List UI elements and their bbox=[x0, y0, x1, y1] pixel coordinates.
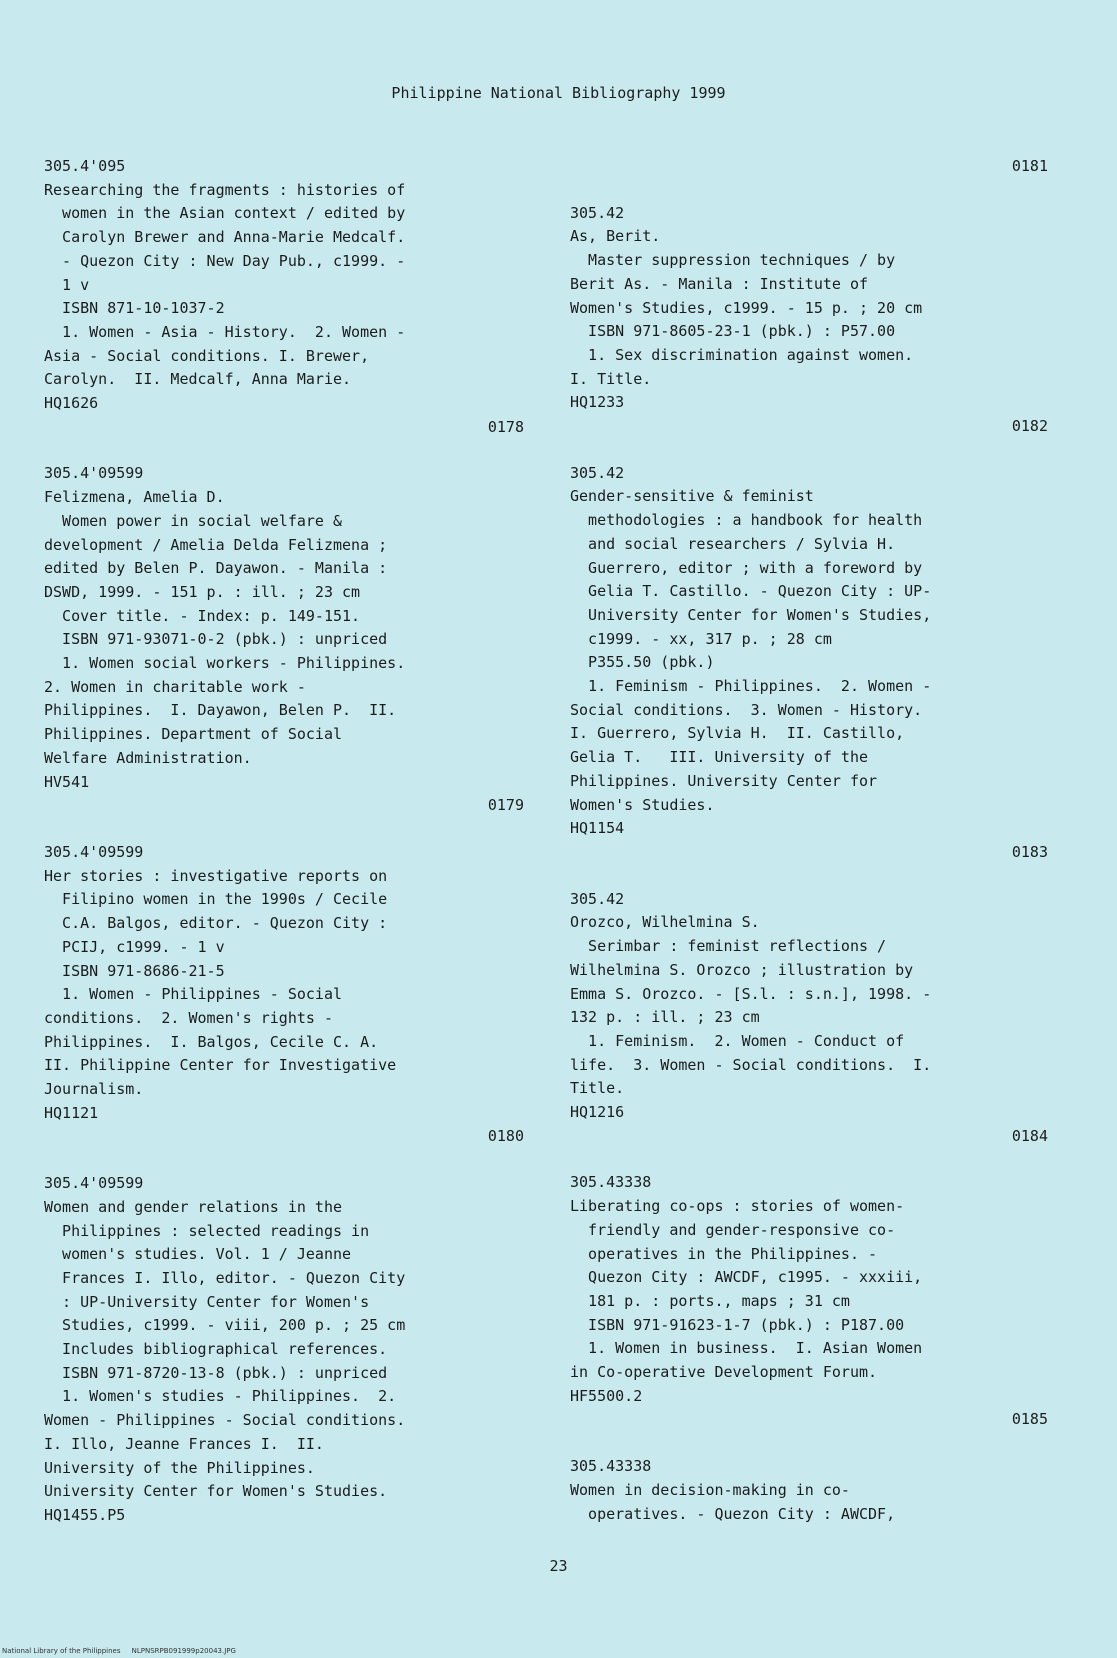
entry-line: Emma S. Orozco. - [S.l. : s.n.], 1998. - bbox=[570, 984, 932, 1003]
entry-line: Her stories : investigative reports on bbox=[44, 866, 388, 885]
entry-line: 1. Sex discrimination against women. bbox=[570, 345, 914, 364]
entry-line: ISBN 971-93071-0-2 (pbk.) : unpriced bbox=[44, 630, 388, 649]
entry-line: : UP-University Center for Women's bbox=[44, 1292, 370, 1311]
entry-number: 0178 bbox=[487, 417, 524, 436]
entry-line: Women's Studies, c1999. - 15 p. ; 20 cm bbox=[570, 298, 923, 317]
entry-line: 181 p. : ports., maps ; 31 cm bbox=[570, 1291, 850, 1310]
entry-line: Social conditions. 3. Women - History. bbox=[570, 700, 923, 719]
entry-line: women in the Asian context / edited by bbox=[44, 204, 406, 223]
entry-line: - Quezon City : New Day Pub., c1999. - bbox=[44, 251, 406, 270]
entry-line: operatives in the Philippines. - bbox=[570, 1244, 878, 1263]
entry-line: I. Title. bbox=[570, 369, 652, 388]
entry-line: 1. Women - Philippines - Social bbox=[44, 985, 343, 1004]
scan-footer: National Library of the Philippines NLPNSRPB091999p20043.JPG bbox=[2, 1647, 236, 1655]
entry-line: Felizmena, Amelia D. bbox=[44, 488, 225, 507]
call-number: 305.42 bbox=[570, 889, 625, 908]
entry-line: ISBN 971-8720-13-8 (pbk.) : unpriced bbox=[44, 1363, 388, 1382]
entry-line: friendly and gender-responsive co- bbox=[570, 1220, 896, 1239]
entry-line: Journalism. bbox=[44, 1080, 144, 1099]
entry-line: Philippines. Department of Social bbox=[44, 725, 343, 744]
entry-line: 1. Women - Asia - History. 2. Women - bbox=[44, 322, 406, 341]
bibliography-entry bbox=[570, 1171, 1048, 1432]
entry-line: Berit As. - Manila : Institute of bbox=[570, 274, 869, 293]
bibliography-entry bbox=[570, 1455, 1048, 1526]
entry-line: II. Philippine Center for Investigative bbox=[44, 1056, 397, 1075]
entry-line: 2. Women in charitable work - bbox=[44, 677, 306, 696]
entry-line: in Co-operative Development Forum. bbox=[570, 1363, 878, 1382]
entry-line: 1. Women in business. I. Asian Women bbox=[570, 1339, 923, 1358]
entry-line: DSWD, 1999. - 151 p. : ill. ; 23 cm bbox=[44, 582, 361, 601]
entry-line: women's studies. Vol. 1 / Jeanne bbox=[44, 1245, 352, 1264]
entry-line: 1. Women's studies - Philippines. 2. bbox=[44, 1387, 397, 1406]
entry-line: Carolyn. II. Medcalf, Anna Marie. bbox=[44, 370, 352, 389]
page-header: Philippine National Bibliography 1999 bbox=[391, 84, 726, 102]
bibliography-entry bbox=[570, 888, 1048, 1149]
bibliography-entry bbox=[44, 841, 524, 1149]
entry-line: University of the Philippines. bbox=[44, 1458, 315, 1477]
entry-line: and social researchers / Sylvia H. bbox=[570, 534, 896, 553]
entry-line: Carolyn Brewer and Anna-Marie Medcalf. bbox=[44, 228, 406, 247]
entry-line: Studies, c1999. - viii, 200 p. ; 25 cm bbox=[44, 1316, 406, 1335]
entry-line: University Center for Women's Studies. bbox=[44, 1482, 388, 1501]
entry-line: 1. Women social workers - Philippines. bbox=[44, 654, 406, 673]
entry-line: HQ1121 bbox=[44, 1103, 99, 1122]
call-number: 305.4'095 bbox=[44, 157, 126, 175]
bibliography-entry bbox=[44, 462, 524, 818]
call-number: 305.4'09599 bbox=[44, 464, 144, 483]
entry-line: Orozco, Wilhelmina S. bbox=[570, 913, 760, 932]
entry-line: Frances I. Illo, editor. - Quezon City bbox=[44, 1268, 406, 1287]
entry-line: HV541 bbox=[44, 772, 90, 791]
entry-number: 0180 bbox=[487, 1127, 524, 1146]
entry-number: 0179 bbox=[487, 796, 524, 815]
entry-line: ISBN 971-91623-1-7 (pbk.) : P187.00 bbox=[570, 1315, 905, 1334]
entry-line: C.A. Balgos, editor. - Quezon City : bbox=[44, 914, 388, 933]
entry-line: Women's Studies. bbox=[570, 795, 715, 814]
call-number: 305.42 bbox=[570, 463, 625, 482]
entry-number: 0184 bbox=[1011, 1126, 1048, 1145]
bibliography-entry bbox=[44, 1172, 524, 1528]
entry-line: HQ1455.P5 bbox=[44, 1505, 126, 1524]
entry-line: Gender-sensitive & feminist bbox=[570, 487, 814, 506]
entry-line: Researching the fragments : histories of bbox=[44, 180, 406, 199]
bibliography-entry bbox=[44, 155, 524, 439]
entry-line: Gelia T. Castillo. - Quezon City : UP- bbox=[570, 582, 932, 601]
entry-line: 1 v bbox=[44, 275, 90, 294]
entry-line: Serimbar : feminist reflections / bbox=[570, 937, 887, 956]
entry-line: I. Guerrero, Sylvia H. II. Castillo, bbox=[570, 724, 905, 743]
entry-line: development / Amelia Delda Felizmena ; bbox=[44, 535, 388, 554]
entry-line: P355.50 (pbk.) bbox=[570, 653, 715, 672]
call-number: 305.43338 bbox=[570, 1457, 652, 1476]
entry-number: 0181 bbox=[1011, 157, 1048, 175]
entry-line: operatives. - Quezon City : AWCDF, bbox=[570, 1504, 896, 1523]
entry-line: Welfare Administration. bbox=[44, 748, 252, 767]
entry-line: Wilhelmina S. Orozco ; illustration by bbox=[570, 960, 914, 979]
bibliography-entry bbox=[570, 202, 1048, 439]
entry-line: Master suppression techniques / by bbox=[570, 251, 896, 270]
entry-line: Women - Philippines - Social conditions. bbox=[44, 1411, 406, 1430]
entry-line: HF5500.2 bbox=[570, 1386, 643, 1405]
entry-line: University Center for Women's Studies, bbox=[570, 605, 932, 624]
entry-line: edited by Belen P. Dayawon. - Manila : bbox=[44, 559, 388, 578]
entry-line: Philippines : selected readings in bbox=[44, 1221, 370, 1240]
entry-line: HQ1626 bbox=[44, 394, 99, 413]
left-column bbox=[44, 155, 524, 1551]
entry-number: 0182 bbox=[1011, 417, 1048, 436]
entry-line: Philippines. I. Dayawon, Belen P. II. bbox=[44, 701, 397, 720]
entry-line: Quezon City : AWCDF, c1995. - xxxiii, bbox=[570, 1268, 923, 1287]
entry-line: 1. Feminism. 2. Women - Conduct of bbox=[570, 1031, 905, 1050]
bibliography-entry bbox=[570, 462, 1048, 865]
entry-line: Cover title. - Index: p. 149-151. bbox=[44, 606, 361, 625]
entry-line: c1999. - xx, 317 p. ; 28 cm bbox=[570, 629, 832, 648]
entry-number: 0183 bbox=[1011, 842, 1048, 861]
entry-line: Gelia T. III. University of the bbox=[570, 748, 869, 767]
call-number: 305.4'09599 bbox=[44, 842, 144, 861]
entry-line: PCIJ, c1999. - 1 v bbox=[44, 937, 225, 956]
entry-line: Includes bibliographical references. bbox=[44, 1340, 388, 1359]
entry-line: As, Berit. bbox=[570, 227, 661, 246]
entry-line: 132 p. : ill. ; 23 cm bbox=[570, 1008, 760, 1027]
entry-line: HQ1216 bbox=[570, 1103, 625, 1122]
entry-line: conditions. 2. Women's rights - bbox=[44, 1008, 333, 1027]
entry-line: Philippines. University Center for bbox=[570, 771, 878, 790]
entry-line: ISBN 971-8686-21-5 bbox=[44, 961, 225, 980]
call-number: 305.42 bbox=[570, 203, 625, 222]
entry-line: Women in decision-making in co- bbox=[570, 1480, 850, 1499]
entry-line: Filipino women in the 1990s / Cecile bbox=[44, 890, 388, 909]
entry-line: HQ1154 bbox=[570, 819, 625, 838]
entry-line: methodologies : a handbook for health bbox=[570, 511, 923, 530]
page-number: 23 bbox=[549, 1557, 568, 1575]
entry-line: Title. bbox=[570, 1079, 625, 1098]
entry-line: Guerrero, editor ; with a foreword by bbox=[570, 558, 923, 577]
entry-line: HQ1233 bbox=[570, 393, 625, 412]
entry-line: life. 3. Women - Social conditions. I. bbox=[570, 1055, 932, 1074]
entry-number: 0185 bbox=[1011, 1410, 1048, 1429]
entry-line: I. Illo, Jeanne Frances I. II. bbox=[44, 1434, 324, 1453]
entry-line: Liberating co-ops : stories of women- bbox=[570, 1197, 905, 1216]
call-number: 305.43338 bbox=[570, 1173, 652, 1192]
entry-line: ISBN 871-10-1037-2 bbox=[44, 299, 225, 318]
call-number: 305.4'09599 bbox=[44, 1174, 144, 1193]
entry-line: Philippines. I. Balgos, Cecile C. A. bbox=[44, 1032, 379, 1051]
entry-line: Women power in social welfare & bbox=[44, 511, 343, 530]
entry-line: 1. Feminism - Philippines. 2. Women - bbox=[570, 677, 932, 696]
entry-line: ISBN 971-8605-23-1 (pbk.) : P57.00 bbox=[570, 322, 896, 341]
right-column bbox=[570, 155, 1048, 1549]
entry-line: Asia - Social conditions. I. Brewer, bbox=[44, 346, 370, 365]
entry-line: Women and gender relations in the bbox=[44, 1197, 343, 1216]
